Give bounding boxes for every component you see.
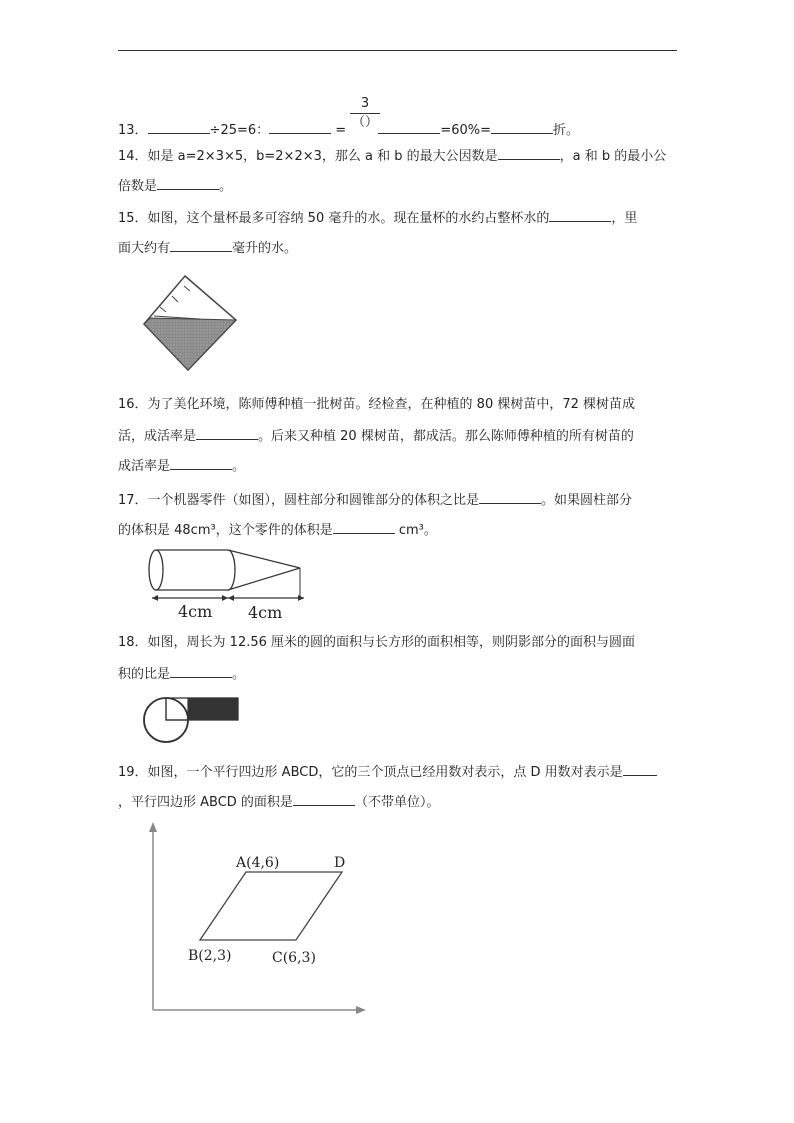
q17-text-2b: cm³。 [394, 523, 437, 538]
question-15-line-2 [118, 238, 297, 258]
circle-rectangle-figure [140, 692, 244, 750]
q15-text-1b: ，里 [611, 211, 638, 226]
q13-end: 折。 [553, 123, 580, 138]
question-15-line-1 [118, 208, 637, 228]
question-16-line-3 [118, 456, 245, 476]
q16-blank-1[interactable] [196, 426, 258, 440]
q17-text-1b: 。如果圆柱部分 [541, 493, 633, 508]
q14-blank-1[interactable] [498, 146, 560, 160]
q16-text-2a: 活，成活率是 [118, 429, 197, 444]
arrow-right [298, 595, 304, 601]
tick-2 [172, 296, 178, 302]
q14-text-1b: ，a 和 b 的最小公 [559, 149, 667, 164]
question-18-line-1 [118, 634, 635, 652]
question-18-line-2 [118, 664, 245, 684]
machine-part-figure [140, 544, 312, 622]
cylinder-right-end [228, 550, 235, 590]
arrow-mid-2 [228, 595, 234, 601]
dim-label-2: 4cm [248, 603, 283, 622]
q13-div: ÷25=6： [209, 123, 270, 138]
cone-top [228, 550, 300, 568]
label-b: B(2,3) [188, 948, 232, 964]
q16-text-3a: 成活率是 [118, 459, 171, 474]
q17-text-2a: 的体积是 48cm³，这个零件的体积是 [118, 523, 333, 538]
q18-text-1: 18．如图，周长为 12.56 厘米的圆的面积与长方形的面积相等，则阴影部分的面积与圆面 [118, 635, 636, 650]
q18-text-2b: 。 [232, 667, 246, 682]
q13-eq: = [335, 123, 347, 138]
q13-blank-2[interactable] [269, 120, 331, 134]
y-axis-arrow [149, 822, 157, 832]
parallelogram-figure [140, 818, 372, 1018]
arrow-mid-1 [222, 595, 228, 601]
q16-text-2b: 。后来又种植 20 棵树苗，都成活。那么陈师傅种植的所有树苗的 [258, 429, 634, 444]
q18-blank-1[interactable] [170, 664, 232, 678]
q14-text-1a: 14．如是 a=2×3×5，b=2×2×3，那么 a 和 b 的最大公因数是 [118, 149, 498, 164]
q16-blank-2[interactable] [170, 456, 232, 470]
question-17-line-1 [118, 490, 632, 510]
question-17-line-2 [118, 520, 437, 540]
q19-blank-2[interactable] [293, 792, 355, 806]
header-rule [118, 50, 677, 51]
cup-water [144, 318, 236, 370]
cone-bottom [228, 568, 300, 590]
q17-blank-2[interactable] [333, 520, 395, 534]
q18-text-2a: 积的比是 [118, 667, 171, 682]
question-14-line-2 [118, 176, 232, 196]
question-16-line-2 [118, 426, 634, 446]
dim-label-1: 4cm [178, 602, 213, 621]
q13-pct: =60%= [440, 123, 492, 138]
q16-text-3b: 。 [232, 459, 246, 474]
q19-text-2a: ，平行四边形 ABCD 的面积是 [118, 795, 293, 810]
q19-text-1a: 19．如图，一个平行四边形 ABCD，它的三个顶点已经用数对表示，点 D 用数对表示是 [118, 765, 623, 780]
question-14-line-1 [118, 146, 666, 166]
q14-text-2a: 倍数是 [118, 179, 158, 194]
q15-text-2a: 面大约有 [118, 241, 171, 256]
q15-blank-2[interactable] [170, 238, 232, 252]
arrow-left [152, 595, 158, 601]
parallelogram-abcd [200, 872, 342, 940]
q17-blank-1[interactable] [479, 490, 541, 504]
q14-text-2b: 。 [219, 179, 233, 194]
fraction-bar [350, 113, 380, 114]
question-16-line-1 [118, 396, 635, 414]
shaded-region [188, 698, 238, 720]
question-19-line-2 [118, 792, 439, 812]
label-c: C(6,3) [272, 950, 316, 966]
cylinder-left-end [149, 550, 163, 590]
q15-text-2b: 毫升的水。 [232, 241, 298, 256]
q13-number: 13． [118, 123, 148, 138]
tick-3 [184, 286, 190, 291]
q15-blank-1[interactable] [549, 208, 611, 222]
q13-blank-1[interactable] [148, 120, 210, 134]
q16-text-1: 16．为了美化环境，陈师傅种植一批树苗。经检查，在种植的 80 棵树苗中，72 棵树苗成 [118, 397, 636, 412]
measuring-cup-figure [140, 272, 240, 374]
q13-blank-4[interactable] [491, 120, 553, 134]
q13-blank-3[interactable] [378, 120, 440, 134]
q19-text-2b: （不带单位）。 [354, 795, 440, 810]
fraction-denominator: （） [351, 115, 378, 130]
label-a: A(4,6) [236, 855, 280, 871]
q19-blank-1[interactable] [623, 762, 657, 776]
label-d: D [334, 855, 346, 871]
q15-text-1a: 15．如图，这个量杯最多可容纳 50 毫升的水。现在量杯的水约占整杯水的 [118, 211, 550, 226]
fraction-numerator: 3 [360, 96, 370, 111]
x-axis-arrow [356, 1006, 366, 1014]
q14-blank-2[interactable] [157, 176, 219, 190]
question-13 [118, 120, 579, 140]
tick-1 [160, 307, 166, 312]
question-19-line-1 [118, 762, 657, 782]
q17-text-1a: 17．一个机器零件（如图），圆柱部分和圆锥部分的体积之比是 [118, 493, 480, 508]
